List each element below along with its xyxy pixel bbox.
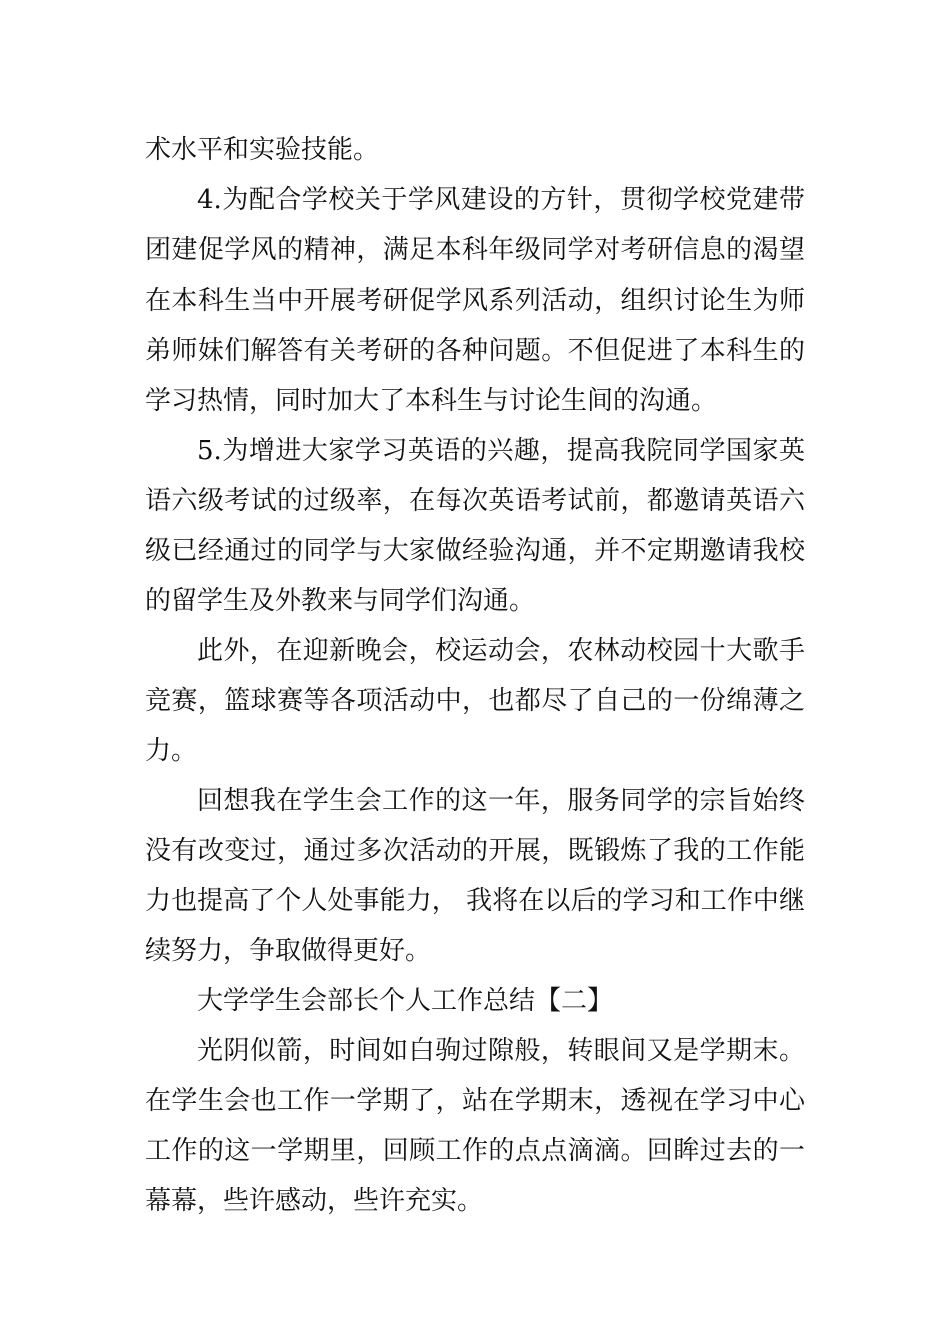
paragraph-line: 此外，在迎新晚会，校运动会，农林动校园十大歌手 bbox=[197, 636, 805, 666]
paragraph-line: 在本科生当中开展考研促学风系列活动，组织讨论生为师 bbox=[145, 286, 805, 316]
paragraph-line: 团建促学风的精神，满足本科年级同学对考研信息的渴望 bbox=[145, 235, 805, 265]
paragraph-line: 光阴似箭，时间如白驹过隙般，转眼间又是学期末。 bbox=[197, 1036, 805, 1066]
paragraph-line: 没有改变过，通过多次活动的开展，既锻炼了我的工作能 bbox=[145, 836, 805, 866]
paragraph-line: 的留学生及外教来与同学们沟通。 bbox=[145, 586, 536, 616]
paragraph-line: 幕幕，些许感动，些许充实。 bbox=[145, 1186, 484, 1216]
paragraph-line: 4.为配合学校关于学风建设的方针，贯彻学校党建带 bbox=[197, 185, 805, 215]
paragraph-line: 术水平和实验技能。 bbox=[145, 135, 380, 165]
paragraph-line: 弟师妹们解答有关考研的各种问题。不但促进了本科生的 bbox=[145, 336, 805, 366]
paragraph-line: 在学生会也工作一学期了，站在学期末，透视在学习中心 bbox=[145, 1086, 805, 1116]
paragraph-line: 回想我在学生会工作的这一年，服务同学的宗旨始终 bbox=[197, 786, 805, 816]
paragraph-line: 竞赛，篮球赛等各项活动中，也都尽了自己的一份绵薄之 bbox=[145, 686, 805, 716]
paragraph-line: 学习热情，同时加大了本科生与讨论生间的沟通。 bbox=[145, 386, 718, 416]
paragraph-line: 级已经通过的同学与大家做经验沟通，并不定期邀请我校 bbox=[145, 536, 805, 566]
paragraph-line: 5.为增进大家学习英语的兴趣，提高我院同学国家英 bbox=[197, 436, 805, 466]
paragraph-line: 续努力，争取做得更好。 bbox=[145, 936, 432, 966]
section-heading: 大学学生会部长个人工作总结【二】 bbox=[197, 986, 614, 1016]
paragraph-line: 工作的这一学期里，回顾工作的点点滴滴。回眸过去的一 bbox=[145, 1136, 805, 1166]
paragraph-line: 力。 bbox=[145, 736, 198, 766]
paragraph-line: 语六级考试的过级率，在每次英语考试前，都邀请英语六 bbox=[145, 486, 805, 516]
paragraph-line: 力也提高了个人处事能力， 我将在以后的学习和工作中继 bbox=[145, 886, 805, 916]
